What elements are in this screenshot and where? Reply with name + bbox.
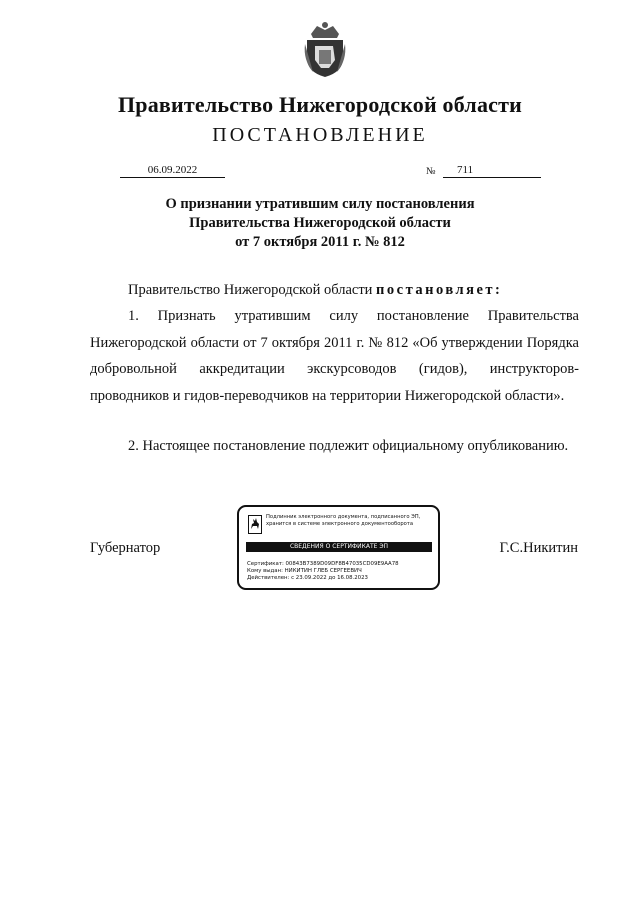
certificate-row — [247, 561, 399, 568]
coat-of-arms-icon — [303, 20, 347, 78]
document-subject — [0, 195, 640, 252]
owner-row — [247, 568, 362, 575]
paragraph-1: 1. Признать утратившим силу постановление Правительства Нижегородской области от 7 октября 2011 г. № 812 «Об утверждении Порядка добровольной аккредитации экскурсоводов (гидов), инструкторов-проводников и гидов-переводчиков на территории Нижегородской области». — [90, 308, 579, 404]
stamp-note-line-1: Подлинник электронного документа, подписанного ЭП, — [266, 514, 421, 520]
subject-line-1: О признании утратившим силу постановления — [165, 196, 475, 212]
government-title: Правительство Нижегородской области — [117, 92, 522, 117]
deer-emblem-icon — [248, 515, 262, 534]
validity-value: с 23.09.2022 до 16.08.2023 — [291, 575, 368, 581]
paragraph-2: 2. Настоящее постановление подлежит официальному опубликованию. — [128, 438, 569, 454]
resolves-word: постановляет: — [376, 282, 503, 298]
stamp-note-line-2: хранится в системе электронного документооборота — [266, 521, 414, 527]
signatory-role: Губернатор — [90, 540, 161, 556]
number-label: № — [426, 166, 436, 177]
owner-label: Кому выдан: — [247, 568, 283, 574]
document-number: 711 — [443, 163, 541, 178]
validity-row — [247, 575, 368, 582]
owner-value: НИКИТИН ГЛЕБ СЕРГЕЕВИЧ — [284, 568, 362, 574]
intro-lead: Правительство Нижегородской области — [128, 282, 377, 298]
subject-line-3: от 7 октября 2011 г. № 812 — [235, 234, 405, 250]
certificate-label: Сертификат: — [247, 561, 284, 567]
signatory-name: Г.С.Никитин — [499, 540, 578, 556]
e-signature-stamp — [237, 505, 440, 590]
document-type: ПОСТАНОВЛЕНИЕ — [212, 124, 428, 146]
intro-paragraph — [90, 277, 579, 304]
stamp-note — [266, 514, 436, 528]
certificate-value: 00843B7389D09DF8B47035CD09E9AA78 — [285, 561, 399, 567]
certificate-header: СВЕДЕНИЯ О СЕРТИФИКАТЕ ЭП — [246, 542, 432, 552]
validity-label: Действителен: — [247, 575, 290, 581]
document-date: 06.09.2022 — [120, 163, 225, 178]
subject-line-2: Правительства Нижегородской области — [189, 215, 451, 231]
